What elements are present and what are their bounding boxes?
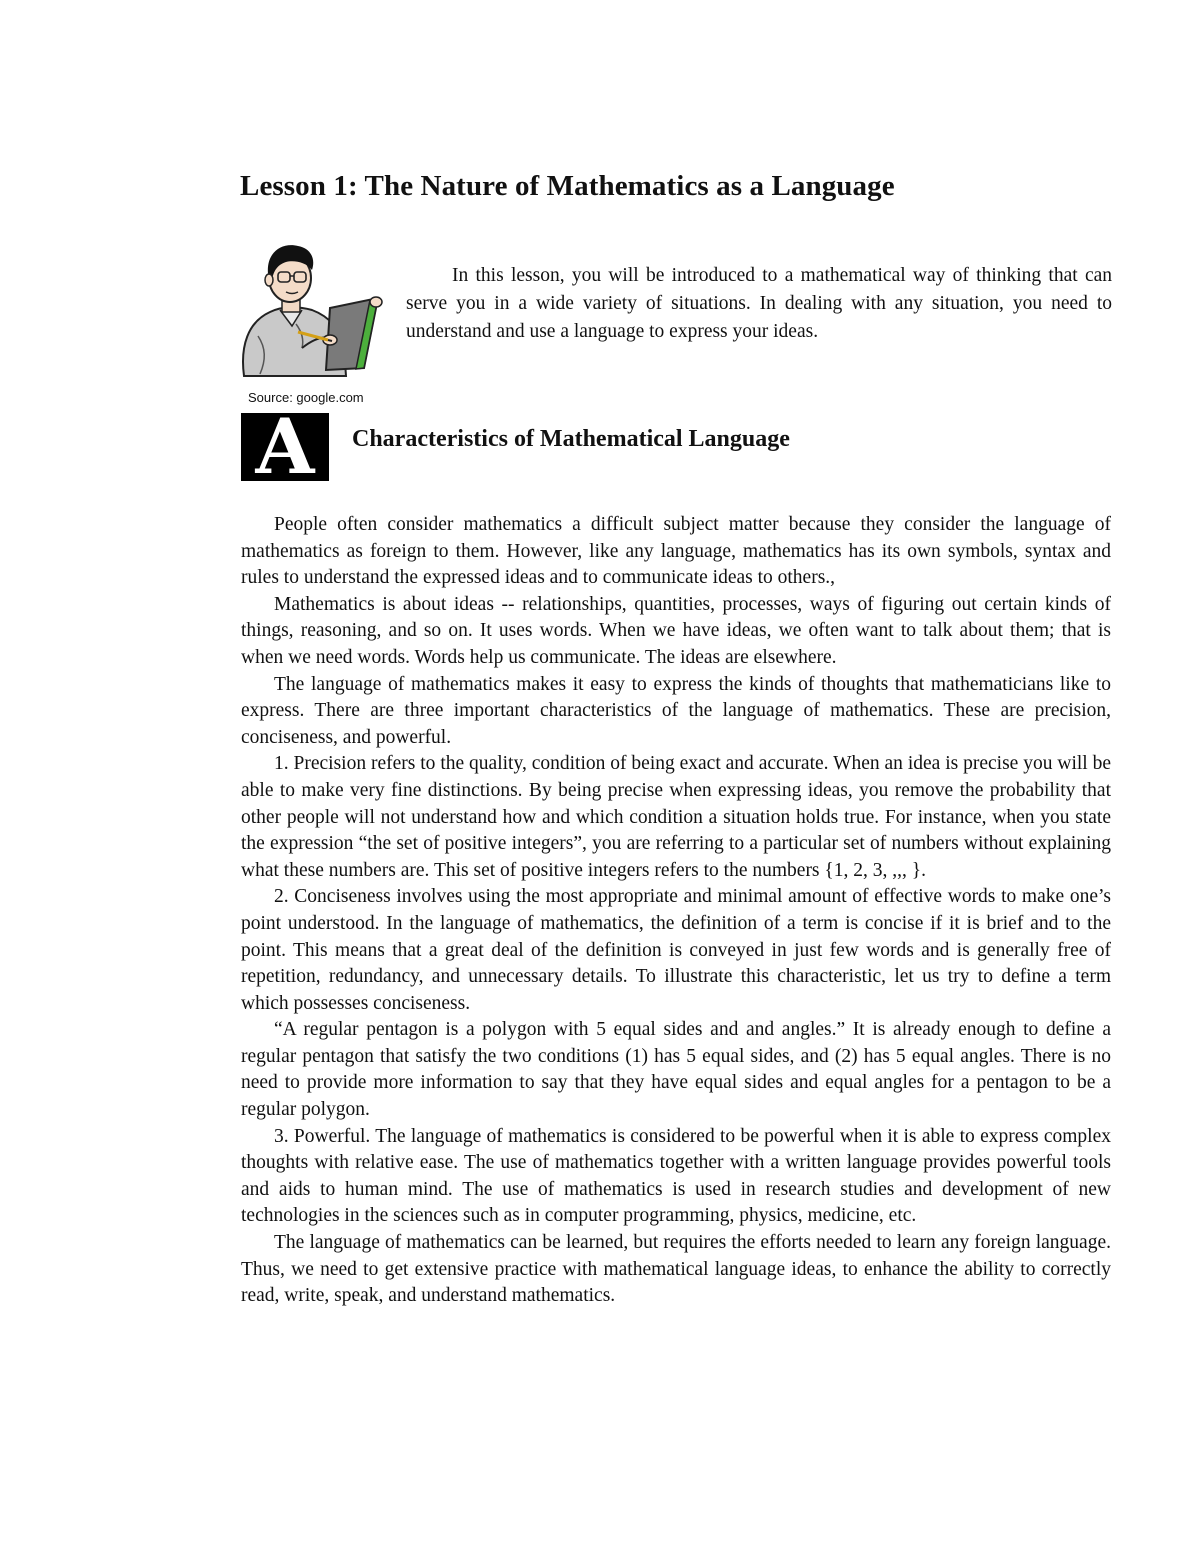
student-with-tablet-illustration [236, 236, 386, 386]
paragraph-characteristics: The language of mathematics makes it easy to express the kinds of thoughts that mathematicians like to express. There are three important characteristics of the language of mathematics. These are precision, conciseness, and powerful. [241, 673, 1111, 748]
intro-paragraph: In this lesson, you will be introduced to a mathematical way of thinking that can serve you in a wide variety of situations. In dealing with any situation, you need to understand and use a language to express your ideas. [406, 265, 1112, 342]
section-title: Characteristics of Mathematical Language [352, 426, 790, 452]
paragraph-conclusion: The language of mathematics can be learned, but requires the efforts needed to learn any foreign language. Thus, we need to get extensive practice with mathematical language ideas, to enhance the ability to correctly read, write, speak, and understand mathematics. [241, 1232, 1111, 1307]
paragraph-precision: 1. Precision refers to the quality, condition of being exact and accurate. When an idea is precise you will be able to make very fine distinctions. By being precise when expressing ideas, you remove the probability that other people will not understand how and which condition a situation holds true. For instance, when you state the expression “the set of positive integers”, you are referring to a particular set of numbers without explaining what these numbers are. This set of positive integers refers to the numbers {1, 2, 3, ,,, }. [241, 753, 1111, 881]
paragraph-conciseness: 2. Conciseness involves using the most appropriate and minimal amount of effective words to make one’s point understood. In the language of mathematics, the definition of a term is concise if it is brief and to the point. This means that a great deal of the definition is conveyed in just few words and is generally free of repetition, redundancy, and unnecessary details. To illustrate this characteristic, let us try to define a term which possesses conciseness. [241, 886, 1111, 1014]
page-title: Lesson 1: The Nature of Mathematics as a Language [240, 170, 895, 202]
paragraph-pentagon-example: “A regular pentagon is a polygon with 5 equal sides and and angles.” It is already enough to define a regular pentagon that satisfy the two conditions (1) has 5 equal sides, and (2) has 5 equal angles. There is no need to provide more information to say that they have equal sides and equal angles for a pentagon to be a regular polygon. [241, 1019, 1111, 1121]
paragraph-ideas: Mathematics is about ideas -- relationships, quantities, processes, ways of figuring out certain kinds of things, reasoning, and so on. It uses words. When we have ideas, we often want to talk about them; that is when we need words. Words help us communicate. The ideas are elsewhere. [241, 593, 1111, 668]
image-source-caption: Source: google.com [248, 390, 364, 405]
paragraph-powerful: 3. Powerful. The language of mathematics is considered to be powerful when it is able to express complex thoughts with relative ease. The use of mathematics together with a written language provides powerful tools and aids to human mind. The use of mathematics is used in research studies and development of new technologies in the sciences such as in computer programming, physics, medicine, etc. [241, 1125, 1111, 1227]
body-text [241, 512, 1111, 1310]
paragraph-intro: People often consider mathematics a difficult subject matter because they consider the language of mathematics as foreign to them. However, like any language, mathematics has its own symbols, syntax and rules to understand the expressed ideas and to communicate ideas to others., [241, 514, 1111, 589]
section-letter: A [255, 402, 315, 491]
section-letter-badge [241, 402, 329, 491]
